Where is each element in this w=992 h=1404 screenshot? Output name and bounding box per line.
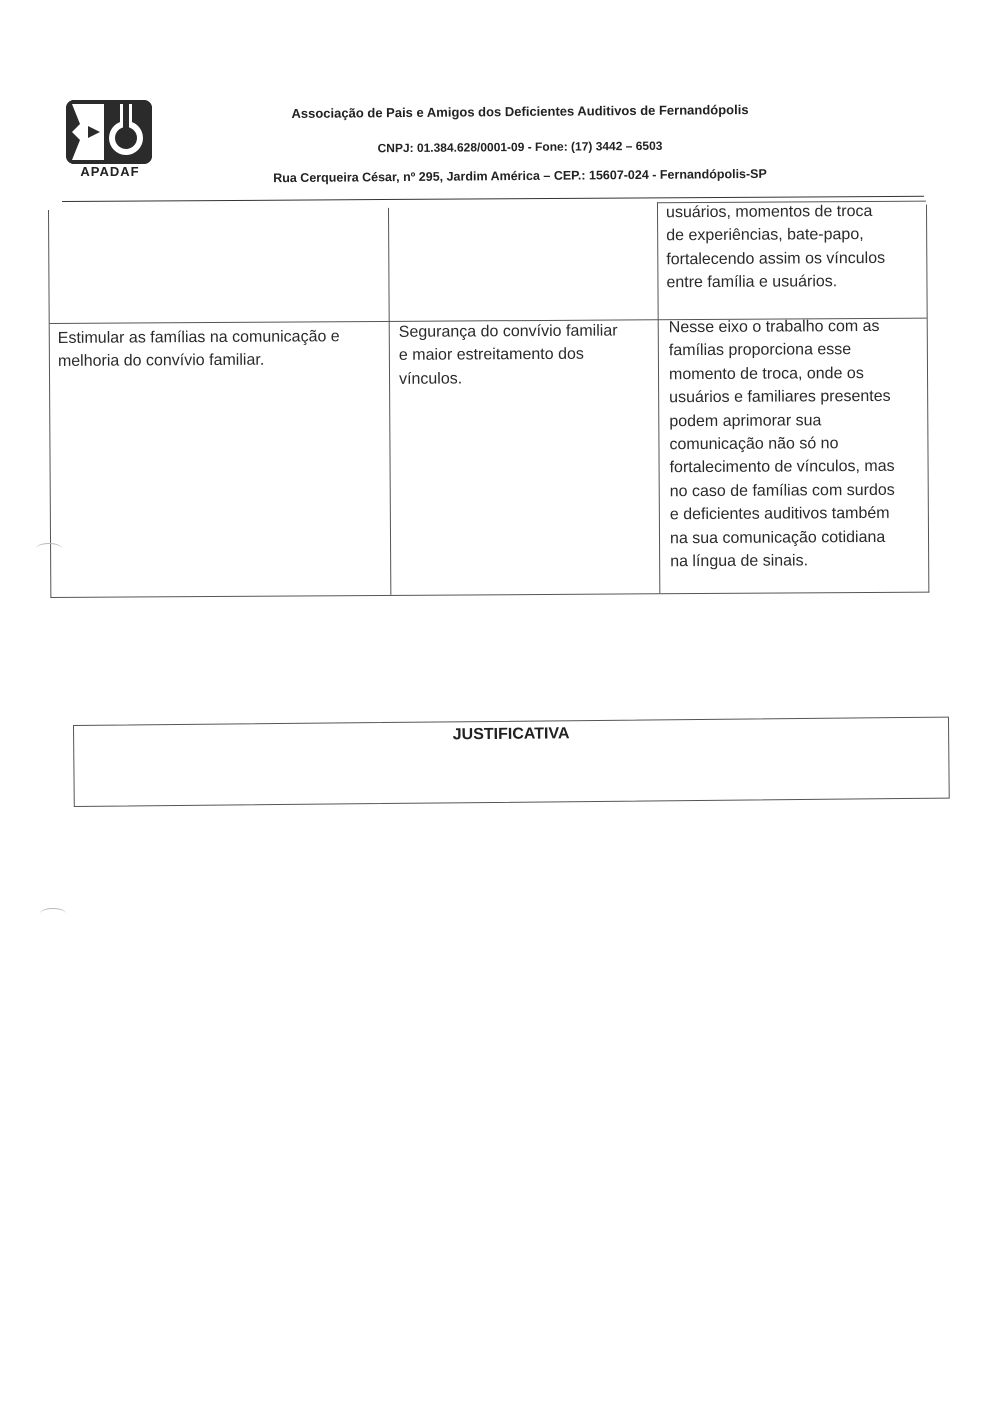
org-name: Associação de Pais e Amigos dos Deficientes Auditivos de Fernandópolis: [291, 102, 749, 121]
cell-line: no caso de famílias com surdos: [669, 481, 895, 501]
table-cell: [58, 325, 386, 374]
cell-line: usuários e familiares presentes: [669, 388, 891, 407]
cell-line: e deficientes auditivos também: [669, 505, 890, 524]
objectives-table: [48, 202, 929, 598]
cell-line: Nesse eixo o trabalho com as: [668, 317, 880, 337]
cell-line: fortalecimento de vínculos, mas: [669, 458, 895, 477]
table-cell: [58, 210, 383, 212]
column-divider: [388, 208, 391, 595]
cell-line: Estimular as famílias na comunicação e: [57, 328, 340, 347]
ear-symbol-icon: [66, 100, 152, 164]
logo-text: APADAF: [80, 164, 140, 179]
cell-line: comunicação não só no: [669, 435, 839, 454]
cell-line: vínculos.: [398, 370, 463, 388]
cell-line: na língua de sinais.: [670, 552, 809, 571]
table-cell: [666, 200, 925, 295]
logo-mark: [66, 100, 152, 164]
table-cell: [398, 208, 653, 210]
cell-line: podem aprimorar sua: [669, 411, 822, 430]
cell-line: famílias proporciona esse: [668, 341, 852, 360]
table-cell: [399, 319, 654, 391]
cell-line: momento de troca, onde os: [668, 364, 864, 384]
table-cell: [669, 315, 929, 574]
cell-line: de experiências, bate-papo,: [666, 226, 864, 245]
column-divider: [657, 202, 660, 593]
address-line: Rua Cerqueira César, nº 295, Jardim América – CEP.: 15607-024 - Fernandópolis-SP: [273, 166, 767, 186]
cell-line: Segurança do convívio familiar: [398, 322, 618, 341]
cell-line: na sua comunicação cotidiana: [669, 528, 886, 547]
apadaf-logo: [64, 100, 156, 182]
cell-text: [58, 210, 383, 212]
scan-artifact: [36, 543, 62, 554]
cell-text: [398, 208, 653, 210]
scan-artifact: [40, 908, 66, 919]
cell-line: fortalecendo assim os vínculos: [666, 249, 886, 269]
cnpj-line: CNPJ: 01.384.628/0001-09 - Fone: (17) 3442 – 6503: [377, 138, 663, 156]
cell-line: melhoria do convívio familiar.: [57, 352, 265, 371]
justificativa-title: JUSTIFICATIVA: [452, 725, 570, 744]
cell-line: entre família e usuários.: [666, 273, 838, 292]
cell-line: e maior estreitamento dos: [398, 346, 584, 365]
justificativa-box: [73, 717, 950, 807]
cell-line: usuários, momentos de troca: [665, 202, 873, 222]
